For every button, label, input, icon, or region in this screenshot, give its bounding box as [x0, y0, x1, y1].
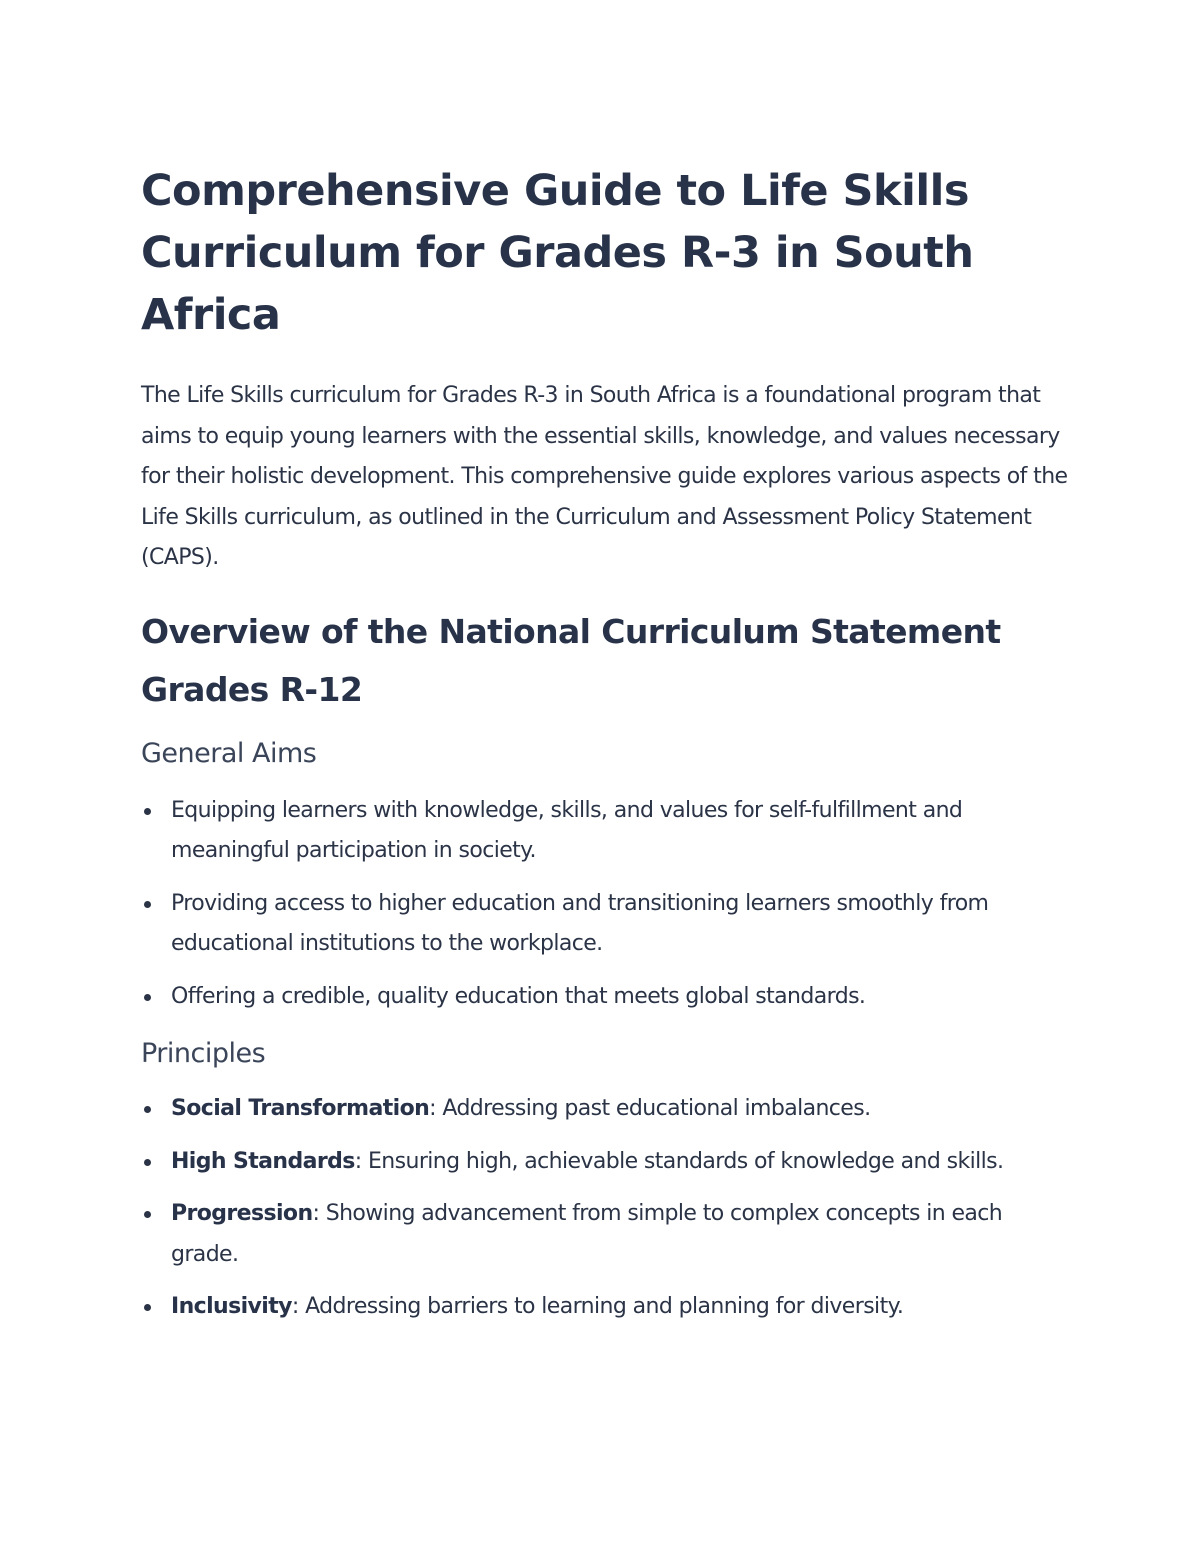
principle-text: : Ensuring high, achievable standards of knowledge and skills.	[354, 1148, 1004, 1174]
bullet-icon	[144, 808, 151, 815]
principle-text: : Addressing past educational imbalances.	[429, 1096, 871, 1121]
intro-paragraph: The Life Skills curriculum for Grades R-3 in South Africa is a foundational program that aims to equip young learners with the essential skills, knowledge, and values necessary for their holistic development. This comprehensive guide explores various aspects of the Life Skills curriculum, as outlined in the Curriculum and Assessment Policy Statement (CAPS).	[141, 383, 1068, 570]
bullet-icon	[144, 1304, 151, 1311]
bullet-icon	[144, 1159, 151, 1166]
list-item	[141, 1142, 1071, 1183]
list-item	[141, 884, 1071, 965]
principle-text: : Showing advancement from simple to complex concepts in each grade.	[171, 1201, 1003, 1267]
list-item-text: Offering a credible, quality education that meets global standards.	[171, 983, 866, 1009]
bullet-icon	[144, 901, 151, 908]
page-title: Comprehensive Guide to Life Skills Curriculum for Grades R-3 in South Africa	[141, 166, 974, 340]
principle-term: Progression	[171, 1201, 313, 1226]
general-aims-list	[141, 791, 1071, 1018]
principle-text: : Addressing barriers to learning and planning for diversity.	[291, 1294, 904, 1319]
bullet-icon	[144, 1211, 151, 1218]
list-item	[141, 1287, 1071, 1328]
list-item	[141, 791, 1071, 872]
bullet-icon	[144, 1106, 151, 1113]
principles-heading: Principles	[141, 1038, 266, 1069]
section-heading: Overview of the National Curriculum Statement Grades R-12	[141, 611, 1001, 709]
list-item-text: Providing access to higher education and transitioning learners smoothly from educational institutions to the workplace.	[171, 890, 989, 956]
list-item	[141, 977, 1071, 1018]
list-item	[141, 1194, 1071, 1275]
list-item-text: Equipping learners with knowledge, skills, and values for self-fulfillment and meaningful participation in society.	[171, 797, 963, 863]
general-aims-heading: General Aims	[141, 737, 317, 769]
principle-term: High Standards	[171, 1148, 355, 1174]
principle-term: Inclusivity	[171, 1294, 292, 1319]
principles-list	[141, 1089, 1071, 1328]
list-item	[141, 1089, 1071, 1130]
document-page	[141, 160, 1071, 1340]
principle-term: Social Transformation	[171, 1096, 430, 1121]
bullet-icon	[144, 994, 151, 1001]
